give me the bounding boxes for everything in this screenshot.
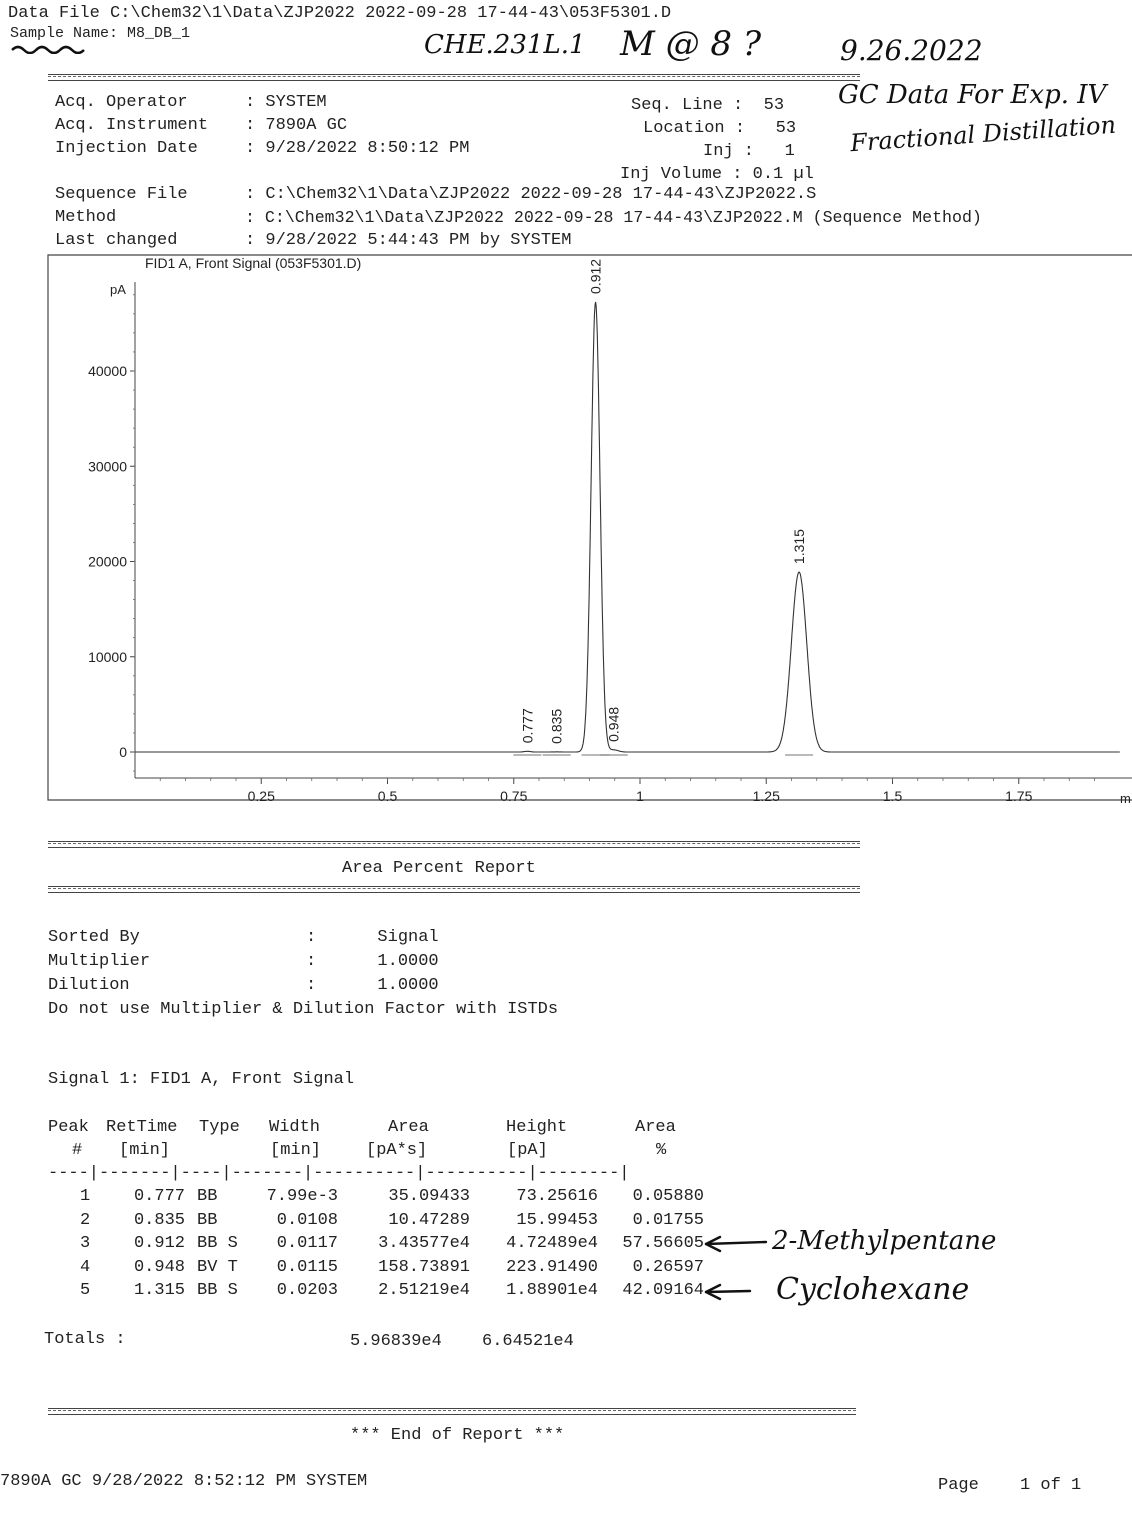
table-cell: 15.99453 [516, 1210, 598, 1230]
setting-multiplier-label: Multiplier [48, 952, 151, 971]
report-separator-bottom [48, 886, 860, 893]
table-cell: 0.0115 [276, 1257, 338, 1277]
peak-label: 0.777 [519, 708, 536, 744]
table-cell: 0.835 [133, 1210, 185, 1230]
sample-name-label: Sample Name: [10, 25, 119, 42]
table-cell: BB [197, 1210, 218, 1230]
data-file-path: C:\Chem32\1\Data\ZJP2022 2022-09-28 17-44-43\053F5301.D [110, 4, 672, 23]
info-operator [55, 93, 188, 113]
table-cell: 2 [80, 1210, 91, 1230]
info-value: SYSTEM [265, 93, 327, 112]
signal-label: Signal 1: FID1 A, Front Signal [48, 1070, 355, 1089]
chart-title: FID1 A, Front Signal (053F5301.D) [145, 255, 362, 271]
method-label: Method [55, 208, 117, 227]
info-value: 53 [775, 119, 797, 138]
setting-value: Signal [377, 928, 439, 947]
table-cell: 0.777 [133, 1187, 185, 1206]
setting-multiplier-value: : 1.0000 [306, 952, 439, 971]
report-title: Area Percent Report [342, 859, 536, 878]
peak-label: 0.912 [587, 258, 604, 294]
info-injection-date [55, 139, 198, 159]
info-value: 9/28/2022 5:44:43 PM by SYSTEM [265, 231, 572, 250]
x-tick-label: 0.75 [500, 788, 528, 804]
handwritten-course: CHE.231L.1 [424, 30, 586, 60]
table-cell: 4 [80, 1257, 91, 1277]
table-cell: BB [197, 1187, 218, 1206]
x-tick-label: 1.25 [752, 788, 780, 804]
info-inj-volume: Inj Volume : 0.1 µl [620, 165, 814, 184]
setting-sorted-by-value: : Signal [306, 928, 439, 947]
col-header: RetTime [106, 1118, 178, 1137]
table-row [48, 1281, 748, 1304]
footer-page-value: 1 of 1 [1020, 1476, 1082, 1495]
info-label: Acq. Instrument [55, 116, 209, 135]
setting-value: 1.0000 [377, 976, 439, 995]
arrow-peak3-icon [706, 1242, 766, 1244]
arrow-peak5-icon [706, 1291, 750, 1292]
x-tick-label: 1.5 [882, 788, 903, 804]
setting-value: 1.0000 [377, 952, 439, 971]
y-tick-label: 20000 [88, 553, 127, 570]
totals-height: 6.64521e4 [482, 1332, 574, 1351]
last-changed-label: Last changed [55, 231, 178, 250]
info-value: C:\Chem32\1\Data\ZJP2022 2022-09-28 17-44-43\ZJP2022.M (Sequence Method) [264, 208, 982, 227]
handwritten-group: M @ 8 ? [620, 24, 762, 64]
info-label: Inj Volume [620, 165, 723, 184]
table-cell: BV T [197, 1257, 238, 1277]
totals-label: Totals : [44, 1330, 126, 1349]
footer-page-label: Page [938, 1476, 979, 1495]
info-label: Acq. Operator [55, 93, 188, 112]
info-label: Injection Date [55, 139, 198, 158]
report-note: Do not use Multiplier & Dilution Factor with ISTDs [48, 1000, 559, 1019]
info-seq-line: Seq. Line : 53 [631, 96, 785, 115]
x-axis-label: m [1120, 791, 1131, 806]
info-value: 1 [784, 142, 795, 161]
info-label: Inj [703, 142, 734, 161]
sequence-file-label: Sequence File [55, 185, 188, 204]
col-unit: [pA] [507, 1141, 548, 1160]
col-unit: [min] [119, 1141, 171, 1160]
report-separator-top [48, 841, 860, 848]
table-cell: 0.05880 [632, 1187, 704, 1206]
handwritten-title-line1: GC Data For Exp. IV [838, 80, 1107, 110]
annotation-peak3: 2-Methylpentane [772, 1226, 997, 1256]
table-cell: 0.912 [133, 1234, 185, 1253]
table-cell: 0.0117 [276, 1234, 338, 1253]
peak-label: 0.835 [548, 708, 565, 744]
x-tick-label: 1 [636, 788, 644, 804]
info-inj: Inj : 1 [703, 142, 795, 161]
y-axis-label: pA [110, 282, 126, 297]
info-value: C:\Chem32\1\Data\ZJP2022 2022-09-28 17-44-43\ZJP2022.S [265, 185, 817, 204]
data-file-line [8, 4, 671, 24]
sample-name-value: M8_DB_1 [127, 25, 191, 42]
arrow-annotations [700, 1230, 780, 1306]
table-cell: BB S [197, 1281, 238, 1300]
annotation-peak5: Cyclohexane [776, 1272, 970, 1307]
table-row [48, 1211, 748, 1234]
table-cell: 7.99e-3 [266, 1187, 338, 1206]
setting-dilution-value: : 1.0000 [306, 976, 439, 995]
col-unit: [pA*s] [366, 1141, 428, 1160]
col-unit: [min] [270, 1141, 322, 1160]
y-tick-label: 40000 [88, 363, 127, 379]
data-file-label: Data File [8, 4, 100, 23]
table-row [48, 1258, 748, 1281]
y-tick-label: 30000 [88, 458, 127, 475]
y-tick-label: 0 [119, 744, 127, 760]
sample-name-line [10, 24, 190, 44]
table-cell: 0.01755 [632, 1210, 704, 1230]
handwritten-date: 9.26.2022 [840, 34, 983, 67]
info-value: 9/28/2022 8:50:12 PM [265, 139, 470, 158]
table-cell: 0.948 [133, 1257, 185, 1277]
handwritten-squiggle [10, 44, 90, 54]
table-cell: 1.88901e4 [506, 1281, 598, 1300]
info-value: 0.1 µl [752, 165, 814, 184]
y-tick-label: 10000 [88, 648, 127, 665]
table-cell: 158.73891 [378, 1257, 470, 1277]
table-cell: 1 [80, 1187, 91, 1206]
table-cell: 1.315 [133, 1281, 185, 1300]
info-injection-date-value: : 9/28/2022 8:50:12 PM [245, 139, 470, 158]
info-operator-value: : SYSTEM [245, 93, 327, 112]
info-value: 53 [763, 96, 785, 115]
peak-label: 0.948 [605, 706, 622, 742]
table-header-row-1 [48, 1118, 748, 1141]
table-header-row-2 [48, 1141, 748, 1164]
table-cell: 0.0108 [276, 1210, 338, 1230]
col-unit: % [656, 1141, 667, 1160]
table-cell: 2.51219e4 [378, 1281, 470, 1300]
col-header: Height [506, 1118, 568, 1137]
col-header: Width [269, 1118, 321, 1137]
col-header: Peak [48, 1118, 89, 1137]
table-cell: 35.09433 [388, 1187, 470, 1206]
setting-sorted-by-label: Sorted By [48, 928, 140, 947]
info-instrument [55, 116, 208, 136]
col-header: Area [388, 1118, 429, 1137]
col-header: Type [199, 1118, 240, 1137]
last-changed-value: : 9/28/2022 5:44:43 PM by SYSTEM [245, 231, 572, 250]
chromatogram-chart [0, 250, 1132, 810]
col-header: Area [635, 1118, 676, 1137]
handwritten-title-line2: Fractional Distillation [849, 110, 1117, 158]
info-instrument-value: : 7890A GC [245, 116, 348, 135]
table-row [48, 1187, 748, 1210]
x-tick-label: 0.5 [377, 788, 398, 804]
table-cell: 0.26597 [632, 1257, 704, 1277]
table-cell: 3.43577e4 [378, 1234, 470, 1253]
info-label: Seq. Line [631, 96, 723, 115]
table-cell: 42.09164 [622, 1281, 704, 1300]
setting-dilution-label: Dilution [48, 976, 130, 995]
x-tick-label: 0.25 [247, 788, 275, 804]
table-cell: 10.47289 [388, 1210, 470, 1230]
table-cell: 223.91490 [506, 1257, 598, 1277]
report-end-separator [48, 1408, 856, 1415]
method-value: : C:\Chem32\1\Data\ZJP2022 2022-09-28 17-44-43\ZJP2022.M (Sequence Method) [245, 208, 982, 227]
info-value: 7890A GC [265, 116, 348, 135]
table-cell: 0.0203 [276, 1281, 338, 1300]
totals-area: 5.96839e4 [350, 1332, 442, 1351]
table-cell: 5 [80, 1281, 91, 1300]
table-row [48, 1234, 748, 1257]
table-cell: BB S [197, 1234, 238, 1253]
table-cell: 57.56605 [622, 1234, 704, 1253]
x-tick-label: 1.75 [1005, 788, 1033, 804]
table-divider: ----|-------|----|-------|----------|----------|--------| [48, 1164, 630, 1183]
table-cell: 4.72489e4 [506, 1234, 598, 1253]
signal-trace [135, 302, 1120, 752]
table-cell: 73.25616 [516, 1187, 598, 1206]
sequence-file-value: : C:\Chem32\1\Data\ZJP2022 2022-09-28 17-44-43\ZJP2022.S [245, 185, 817, 204]
table-cell: 3 [80, 1234, 91, 1253]
footer-left: 7890A GC 9/28/2022 8:52:12 PM SYSTEM [0, 1472, 368, 1491]
info-label: Location [643, 119, 725, 138]
col-unit: # [72, 1141, 83, 1160]
peak-label: 1.315 [791, 529, 808, 565]
end-of-report: *** End of Report *** [350, 1426, 565, 1445]
info-location: Location : 53 [643, 119, 797, 138]
header-separator [48, 74, 860, 81]
